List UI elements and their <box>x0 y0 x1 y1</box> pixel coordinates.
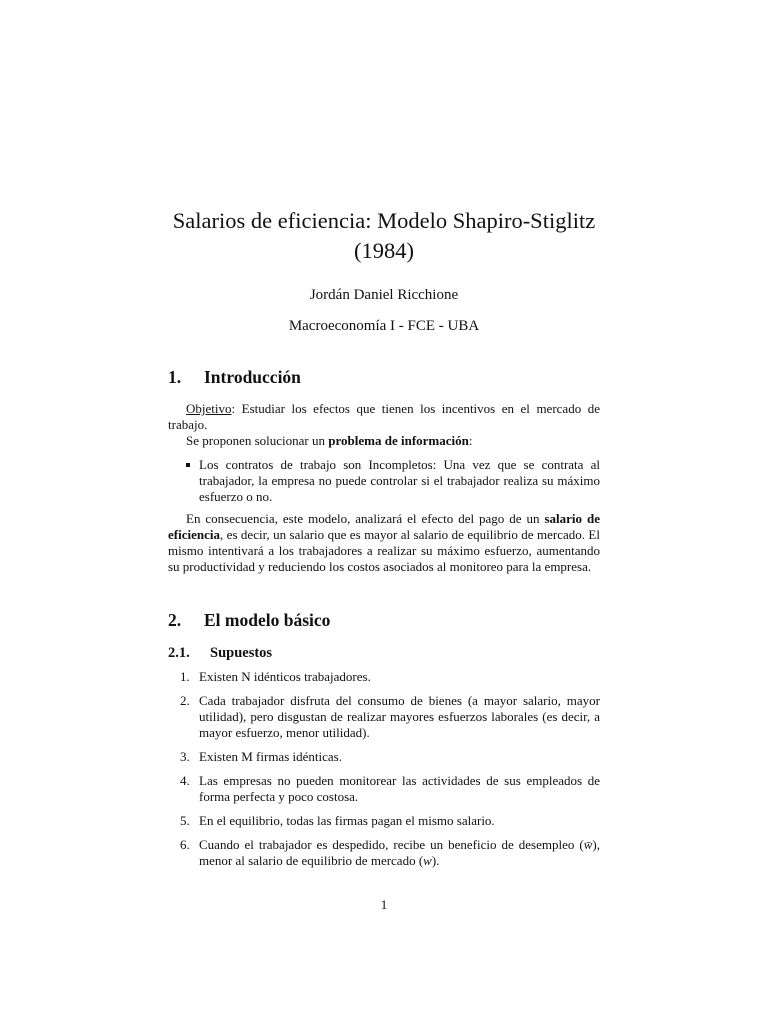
list-item: 3. Existen M firmas idénticas. <box>180 749 342 764</box>
title-line-1: Salarios de eficiencia: Modelo Shapiro-Stiglitz <box>172 208 596 233</box>
section-heading-modelo-basico <box>168 610 330 631</box>
subsection-title: Supuestos <box>210 645 273 661</box>
section-heading-introduccion <box>168 367 301 388</box>
consequence-start: En consecuencia, este modelo, analizará el efecto del pago de un <box>186 511 545 526</box>
bullet-item <box>186 457 600 505</box>
bullet-text: Los contratos de trabajo son Incompletos: Una vez que se contrata al trabajador, la empresa no puede controlar si el trabajador realiza su máximo esfuerzo o no. <box>199 457 600 504</box>
bullet-square-icon <box>186 463 190 467</box>
section-title: Introducción <box>204 367 301 387</box>
document-title <box>168 206 600 266</box>
section-number: 1. <box>168 367 182 387</box>
subsection-heading-supuestos <box>168 645 272 662</box>
title-line-2: (1984) <box>354 238 414 263</box>
propose-bold: problema de información <box>328 433 469 448</box>
list-item: 1. Existen N idénticos trabajadores. <box>180 669 371 684</box>
assumptions-list <box>180 669 600 877</box>
section-title: El modelo básico <box>204 610 331 630</box>
author-name: Jordán Daniel Ricchione <box>309 287 459 303</box>
consequence-paragraph <box>168 511 600 575</box>
section-number: 2. <box>168 610 182 630</box>
list-item: 6. Cuando el trabajador es despedido, recibe un beneficio de desempleo (w̄), menor al salario de equilibrio de mercado (w). <box>180 837 600 868</box>
propose-end: : <box>468 433 473 448</box>
subsection-number: 2.1. <box>168 645 190 661</box>
list-item: 5. En el equilibrio, todas las firmas pagan el mismo salario. <box>180 813 495 828</box>
consequence-end: , es decir, un salario que es mayor al salario de equilibrio de mercado. El mismo intentivará a los trabajadores a realizar su máximo esfuerzo, aumentando su productividad y reduciendo los costos asociados al monitoreo para la empresa. <box>168 527 600 574</box>
affiliation: Macroeconomía I - FCE - UBA <box>288 318 480 334</box>
math-wage: w <box>423 853 432 868</box>
intro-paragraph <box>168 401 600 449</box>
propose-text: Se proponen solucionar un <box>186 433 329 448</box>
objective-label: Objetivo <box>186 401 232 416</box>
list-item: 2. Cada trabajador disfruta del consumo de bienes (a mayor salario, mayor utilidad), pero disgustan de realizar mayores esfuerzos laborales (es decir, a mayor esfuerzo, menor utilidad). <box>180 693 600 740</box>
list-item: 4. Las empresas no pueden monitorear las actividades de sus empleados de forma perfecta y poco costosa. <box>180 773 600 804</box>
propose-paragraph <box>168 433 600 449</box>
consequence-bold: salario de eficiencia <box>168 511 600 542</box>
page-number: 1 <box>380 897 388 912</box>
objective-text: : Estudiar los efectos que tienen los incentivos en el mercado de trabajo. <box>168 401 600 432</box>
math-unemployment-benefit: w̄ <box>583 837 593 852</box>
objective-paragraph <box>168 401 600 433</box>
